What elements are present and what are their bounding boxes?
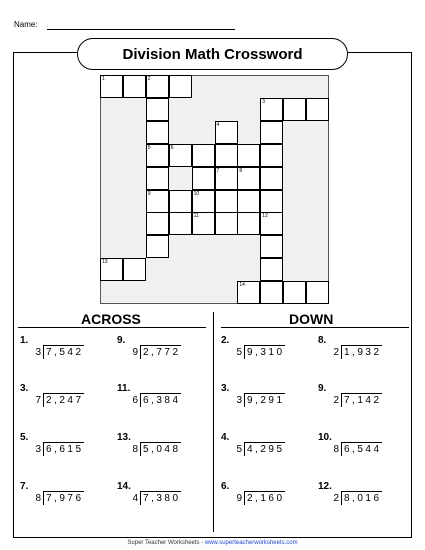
crossword-cell[interactable]	[260, 167, 283, 190]
down-dividend: 9,291	[244, 393, 285, 407]
cell-number: 11	[193, 213, 199, 220]
across-divisor: 3	[35, 444, 41, 455]
down-dividend: 4,295	[244, 442, 285, 456]
down-heading: DOWN	[289, 311, 334, 327]
name-label: Name:	[14, 20, 38, 29]
down-clue-number: 10.	[318, 432, 332, 443]
crossword-cell[interactable]	[306, 98, 329, 121]
across-clue-number: 3.	[20, 383, 29, 394]
across-heading-line	[18, 327, 206, 328]
down-clue-number: 3.	[221, 383, 230, 394]
down-divisor: 3	[236, 395, 242, 406]
across-divisor: 4	[132, 493, 138, 504]
down-clue-number: 2.	[221, 335, 230, 346]
crossword-cell[interactable]	[237, 212, 260, 235]
down-dividend: 2,160	[244, 491, 285, 505]
across-clue-number: 1.	[20, 335, 29, 346]
crossword-cell[interactable]	[192, 212, 215, 235]
across-dividend: 7,542	[43, 345, 84, 359]
across-clue-number: 5.	[20, 432, 29, 443]
cell-number: 4	[216, 121, 220, 128]
crossword-cell[interactable]	[123, 258, 146, 281]
crossword-cell[interactable]	[100, 75, 123, 98]
across-dividend: 6,615	[43, 442, 84, 456]
across-clue-number: 14.	[117, 481, 131, 492]
crossword-cell[interactable]	[283, 98, 306, 121]
footer	[0, 540, 425, 546]
crossword-cell[interactable]	[260, 98, 283, 121]
across-clue-number: 7.	[20, 481, 29, 492]
across-divisor: 9	[132, 347, 138, 358]
cell-number: 3	[262, 98, 266, 105]
crossword-cell[interactable]	[146, 167, 169, 190]
down-divisor: 5	[236, 444, 242, 455]
across-dividend: 5,048	[140, 442, 181, 456]
down-divisor: 8	[333, 444, 339, 455]
crossword-cell[interactable]	[237, 190, 260, 213]
cell-number: 13	[102, 259, 108, 266]
across-dividend: 2,772	[140, 345, 181, 359]
column-divider	[213, 312, 214, 532]
cell-number: 14	[239, 282, 245, 289]
crossword-cell[interactable]	[169, 190, 192, 213]
down-divisor: 2	[333, 395, 339, 406]
crossword-cell[interactable]	[192, 167, 215, 190]
crossword-cell[interactable]	[169, 212, 192, 235]
down-clue-number: 8.	[318, 335, 327, 346]
cell-number: 9	[147, 190, 151, 197]
down-divisor: 2	[333, 347, 339, 358]
crossword-cell[interactable]	[146, 212, 169, 235]
across-clue-number: 11.	[117, 383, 131, 394]
across-divisor: 8	[132, 444, 138, 455]
crossword-cell[interactable]	[146, 235, 169, 258]
across-dividend: 7,976	[43, 491, 84, 505]
crossword-cell[interactable]	[237, 167, 260, 190]
across-dividend: 2,247	[43, 393, 84, 407]
down-dividend: 6,544	[341, 442, 382, 456]
crossword-cell[interactable]	[146, 75, 169, 98]
worksheet-title: Division Math Crossword	[77, 38, 348, 70]
across-divisor: 7	[35, 395, 41, 406]
crossword-cell[interactable]	[192, 144, 215, 167]
crossword-cell[interactable]	[260, 190, 283, 213]
crossword-cell[interactable]	[260, 235, 283, 258]
across-clue-number: 13.	[117, 432, 131, 443]
crossword-cell[interactable]	[283, 281, 306, 304]
down-divisor: 2	[333, 493, 339, 504]
down-clue-number: 12.	[318, 481, 332, 492]
down-dividend: 1,932	[341, 345, 382, 359]
across-divisor: 6	[132, 395, 138, 406]
down-dividend: 7,142	[341, 393, 382, 407]
crossword-cell[interactable]	[215, 190, 238, 213]
cell-number: 10	[193, 190, 200, 197]
across-dividend: 7,380	[140, 491, 181, 505]
crossword-cell[interactable]	[146, 144, 169, 167]
crossword-cell[interactable]	[260, 144, 283, 167]
crossword-cell[interactable]	[146, 98, 169, 121]
across-clue-number: 9.	[117, 335, 126, 346]
crossword-cell[interactable]	[215, 212, 238, 235]
crossword-cell[interactable]	[192, 190, 215, 213]
cell-number: 2	[147, 76, 151, 82]
across-divisor: 3	[35, 347, 41, 358]
crossword-cell[interactable]	[146, 190, 169, 213]
cell-number: 6	[170, 144, 174, 151]
footer-url[interactable]: www.superteacherworksheets.com	[204, 540, 298, 546]
crossword-cell[interactable]	[260, 212, 283, 235]
crossword-cell[interactable]	[215, 121, 238, 144]
name-line[interactable]	[47, 29, 235, 30]
down-dividend: 8,016	[341, 491, 382, 505]
down-clue-number: 4.	[221, 432, 230, 443]
crossword-cell[interactable]	[169, 144, 192, 167]
across-heading: ACROSS	[81, 311, 141, 327]
crossword-cell[interactable]	[215, 167, 238, 190]
crossword-cell[interactable]	[260, 258, 283, 281]
crossword-cell[interactable]	[306, 281, 329, 304]
cell-number: 8	[239, 167, 243, 174]
crossword-cell[interactable]	[169, 75, 192, 98]
crossword-cell[interactable]	[100, 258, 123, 281]
down-clue-number: 9.	[318, 383, 327, 394]
down-dividend: 9,310	[244, 345, 285, 359]
crossword-cell[interactable]	[237, 281, 260, 304]
down-divisor: 9	[236, 493, 242, 504]
footer-text: Super Teacher Worksheets -	[127, 540, 205, 546]
crossword-cell[interactable]	[260, 121, 283, 144]
crossword-cell[interactable]	[237, 144, 260, 167]
crossword-cell[interactable]	[215, 144, 238, 167]
cell-number: 7	[216, 167, 220, 174]
down-clue-number: 6.	[221, 481, 230, 492]
across-divisor: 8	[35, 493, 41, 504]
cell-number: 5	[147, 144, 151, 151]
crossword-cell[interactable]	[123, 75, 146, 98]
cell-number: 12	[262, 213, 268, 220]
across-dividend: 6,384	[140, 393, 181, 407]
crossword-cell[interactable]	[146, 121, 169, 144]
cell-number: 1	[102, 76, 105, 82]
down-heading-line	[221, 327, 409, 328]
down-divisor: 5	[236, 347, 242, 358]
crossword-cell[interactable]	[260, 281, 283, 304]
